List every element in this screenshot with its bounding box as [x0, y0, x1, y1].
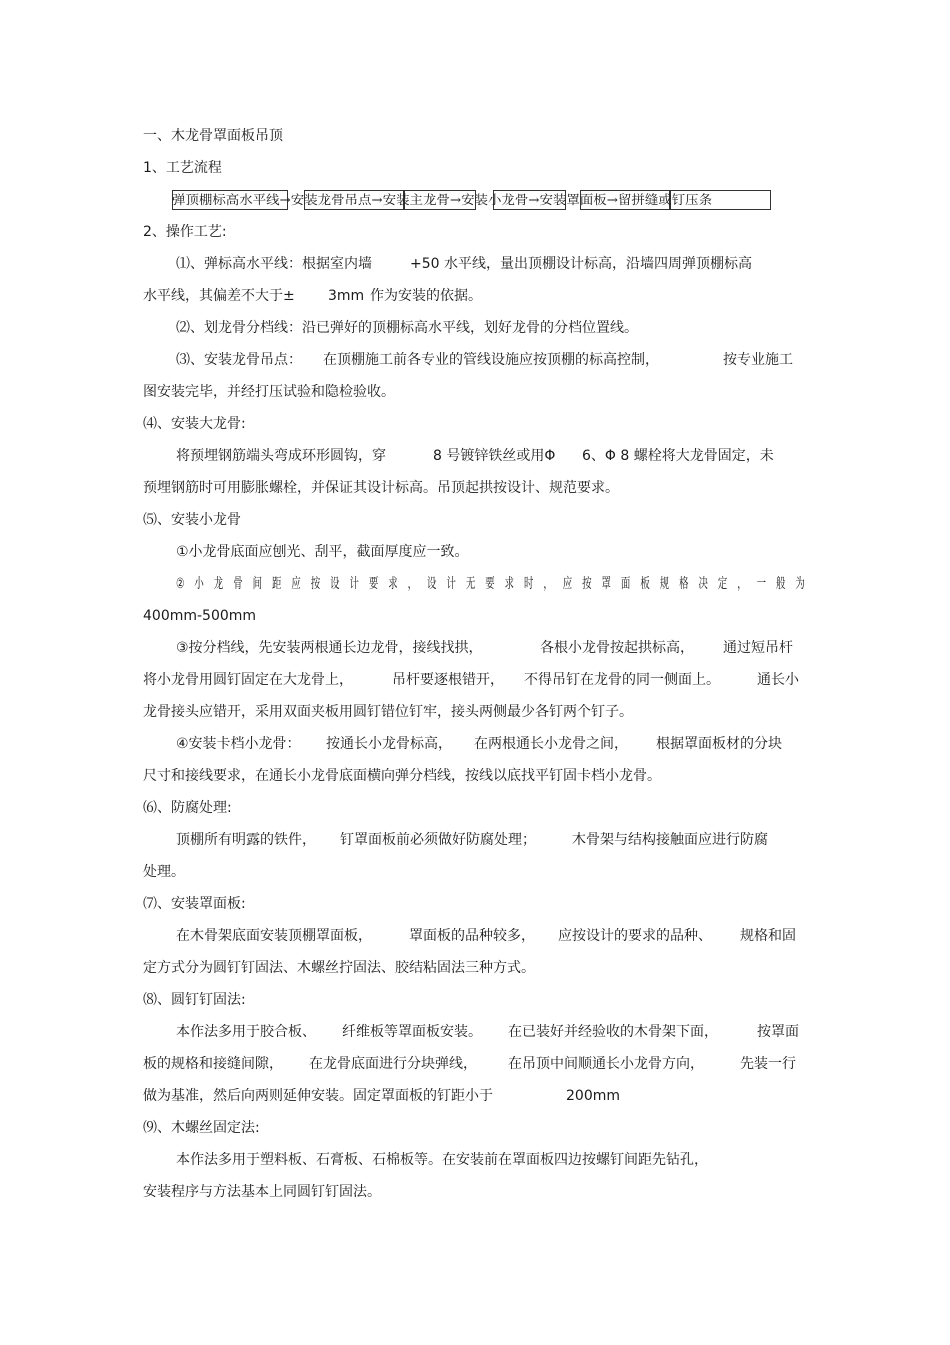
- paragraph-5-item-3-line-3: 龙骨接头应错开，采用双面夹板用圆钉错位钉牢，接头两侧最少各钉两个钉子。: [143, 704, 633, 720]
- paragraph-5-heading: ⑸、安装小龙骨: [143, 512, 241, 528]
- paragraph-3-line-1: ⑶、安装龙骨吊点： 在顶棚施工前各专业的管线设施应按顶棚的标高控制， 按专业施工: [176, 352, 793, 368]
- paragraph-6-heading: ⑹、防腐处理:: [143, 800, 232, 816]
- paragraph-8-line-3: 做为基准，然后向两则延伸安装。固定罩面板的钉距小于 200mm: [143, 1088, 620, 1104]
- paragraph-9-line-1: 本作法多用于塑料板、石膏板、石棉板等。在安装前在罩面板四边按螺钉间距先钻孔，: [176, 1152, 708, 1168]
- paragraph-3-line-2: 图安装完毕，并经打压试验和隐检验收。: [143, 384, 395, 400]
- paragraph-9-line-2: 安装程序与方法基本上同圆钉钉固法。: [143, 1184, 381, 1200]
- paragraph-6-line-1: 顶棚所有明露的铁件， 钉罩面板前必须做好防腐处理； 木骨架与结构接触面应进行防腐: [176, 832, 768, 848]
- paragraph-5-item-2-line-1: ② 小 龙 骨 间 距 应 按 设 计 要 求 ， 设 计 无 要 求 时 ， 应 按 罩 面 板 规 格 决 定 ， 一 般 为: [176, 576, 809, 592]
- paragraph-5-item-3-line-2: 将小龙骨用圆钉固定在大龙骨上， 吊杆要逐根错开， 不得吊钉在龙骨的同一侧面上。 通长小: [143, 672, 799, 688]
- paragraph-5-item-4-line-2: 尺寸和接线要求，在通长小龙骨底面横向弹分档线，按线以底找平钉固卡档小龙骨。: [143, 768, 661, 784]
- paragraph-2: ⑵、划龙骨分档线：沿已弹好的顶棚标高水平线，划好龙骨的分档位置线。: [176, 320, 638, 336]
- paragraph-5-item-4-line-1: ④安装卡档小龙骨： 按通长小龙骨标高， 在两根通长小龙骨之间， 根据罩面板材的分块: [176, 736, 782, 752]
- paragraph-5-item-1: ①小龙骨底面应刨光、刮平，截面厚度应一致。: [176, 544, 469, 560]
- paragraph-8-heading: ⑻、圆钉钉固法:: [143, 992, 246, 1008]
- paragraph-4-line-1: 将预埋钢筋端头弯成环形圆钩，穿 8 号镀锌铁丝或用Φ 6、Φ 8 螺栓将大龙骨固定，未: [176, 448, 774, 464]
- paragraph-6-line-2: 处理。: [143, 864, 185, 880]
- paragraph-7-line-2: 定方式分为圆钉钉固法、木螺丝拧固法、胶结粘固法三种方式。: [143, 960, 535, 976]
- paragraph-1-line-2: 水平线，其偏差不大于± 3mm 作为安装的依据。: [143, 288, 482, 304]
- paragraph-7-line-1: 在木骨架底面安装顶棚罩面板， 罩面板的品种较多， 应按设计的要求的品种、 规格和固: [176, 928, 796, 944]
- doc-title: 一、木龙骨罩面板吊顶: [143, 128, 283, 144]
- paragraph-8-line-1: 本作法多用于胶合板、 纤维板等罩面板安装。 在已装好并经验收的木骨架下面， 按罩面: [176, 1024, 799, 1040]
- paragraph-9-heading: ⑼、木螺丝固定法:: [143, 1120, 260, 1136]
- paragraph-7-heading: ⑺、安装罩面板:: [143, 896, 246, 912]
- section-2-heading: 2、操作工艺:: [143, 224, 227, 240]
- paragraph-5-item-3-line-1: ③按分档线，先安装两根通长边龙骨，接线找拱， 各根小龙骨按起拱标高， 通过短吊杆: [176, 640, 793, 656]
- paragraph-4-line-2: 预埋钢筋时可用膨胀螺栓，并保证其设计标高。吊顶起拱按设计、规范要求。: [143, 480, 619, 496]
- paragraph-8-line-2: 板的规格和接缝间隙， 在龙骨底面进行分块弹线， 在吊顶中间顺通长小龙骨方向， 先装一行: [143, 1056, 796, 1072]
- flow-text: 弹顶棚标高水平线→安装龙骨吊点→安装主龙骨→安装小龙骨→安装罩面板→留拼缝或钉压条: [172, 192, 713, 207]
- paragraph-1-line-1: ⑴、弹标高水平线：根据室内墙 +50 水平线，量出顶棚设计标高，沿墙四周弹顶棚标高: [176, 256, 752, 272]
- section-1-heading: 1、工艺流程: [143, 160, 222, 176]
- paragraph-5-item-2-line-2: 400mm-500mm: [143, 608, 257, 624]
- process-flow-diagram: [0, 190, 950, 216]
- paragraph-4-heading: ⑷、安装大龙骨:: [143, 416, 246, 432]
